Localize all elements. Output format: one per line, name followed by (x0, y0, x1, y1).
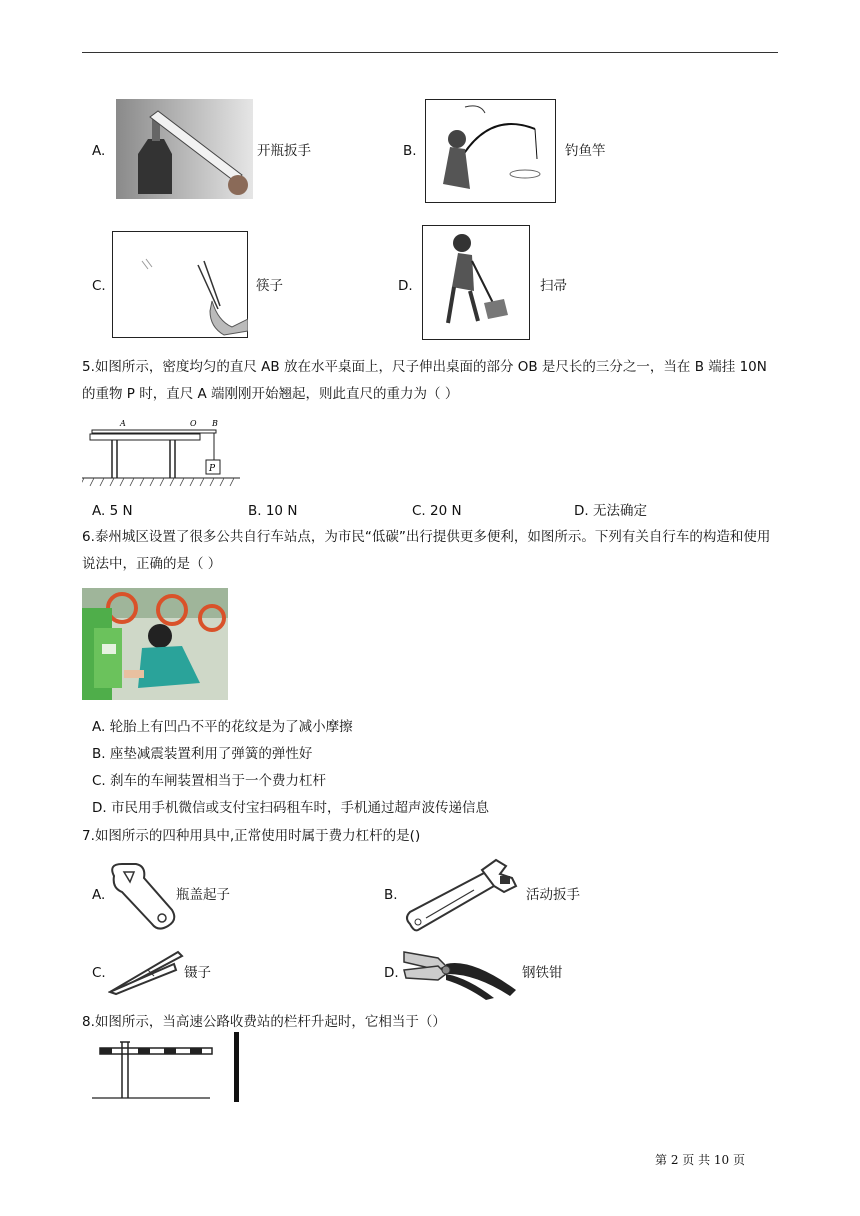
q6-option-d: D. 市民用手机微信或支付宝扫码租车时，手机通过超声波传递信息 (92, 800, 489, 816)
q7-option-c-letter: C. (92, 965, 106, 981)
bottle-cap-opener-icon (106, 862, 180, 932)
ruler-on-table-diagram (82, 416, 242, 491)
q4-option-b-text: 钓鱼竿 (565, 143, 606, 159)
figure-label-p: P (209, 464, 216, 474)
q5-option-c: C. 20 N (412, 503, 462, 519)
q4-option-a-letter: A. (92, 143, 106, 159)
q5-option-a: A. 5 N (92, 503, 133, 519)
q5-option-b: B. 10 N (248, 503, 298, 519)
q6-option-a: A. 轮胎上有凹凸不平的花纹是为了减小摩擦 (92, 719, 353, 735)
q4-option-c-text: 筷子 (256, 278, 283, 294)
adjustable-wrench-icon (404, 856, 522, 938)
q7-option-c-text: 镊子 (184, 965, 211, 981)
q5-option-d: D. 无法确定 (574, 503, 647, 519)
q4-option-d-letter: D. (398, 278, 413, 294)
figure-label-o: O (190, 419, 197, 428)
q4-option-c-letter: C. (92, 278, 106, 294)
bottle-opener-photo (116, 99, 253, 199)
toll-gate-barrier-diagram (90, 1032, 242, 1104)
chopsticks-photo (112, 231, 248, 338)
q7-option-d-letter: D. (384, 965, 399, 981)
q8-stem: 8.如图所示，当高速公路收费站的栏杆升起时，它相当于（） (82, 1014, 446, 1030)
q4-option-d-text: 扫帚 (540, 278, 567, 294)
q6-stem: 6.泰州城区设置了很多公共自行车站点，为市民“低碳”出行提供更多便利，如图所示。下列有关自行车的构造和使用说法中，正确的是（ ） (82, 529, 771, 572)
bike-station-photo (82, 588, 228, 700)
header-rule (82, 52, 778, 53)
q7-option-b-text: 活动扳手 (526, 887, 580, 903)
page-number-footer: 第 2 页 共 10 页 (655, 1153, 745, 1167)
q7-stem: 7.如图所示的四种用具中,正常使用时属于费力杠杆的是() (82, 828, 421, 844)
q4-option-a-text: 开瓶扳手 (257, 143, 311, 159)
figure-label-b: B (212, 419, 218, 428)
q7-option-b-letter: B. (384, 887, 398, 903)
q5-stem: 5.如图所示，密度均匀的直尺 AB 放在水平桌面上，尺子伸出桌面的部分 OB 是尺长的三分之一，当在 B 端挂 10N 的重物 P 时，直尺 A 端刚刚开始翘起，则此直尺的重力为（ ） (82, 359, 767, 402)
q7-option-d-text: 钢铁钳 (522, 965, 563, 981)
figure-label-a: A (120, 419, 126, 428)
pliers-icon (402, 944, 520, 1000)
q7-option-a-letter: A. (92, 887, 106, 903)
q7-option-a-text: 瓶盖起子 (176, 887, 230, 903)
broom-sweeping-sketch (422, 225, 530, 340)
q4-option-b-letter: B. (403, 143, 417, 159)
q6-option-b: B. 座垫减震装置利用了弹簧的弹性好 (92, 746, 313, 762)
q6-option-c: C. 刹车的车闸装置相当于一个费力杠杆 (92, 773, 327, 789)
tweezers-icon (108, 948, 184, 996)
fishing-rod-sketch (425, 99, 556, 203)
